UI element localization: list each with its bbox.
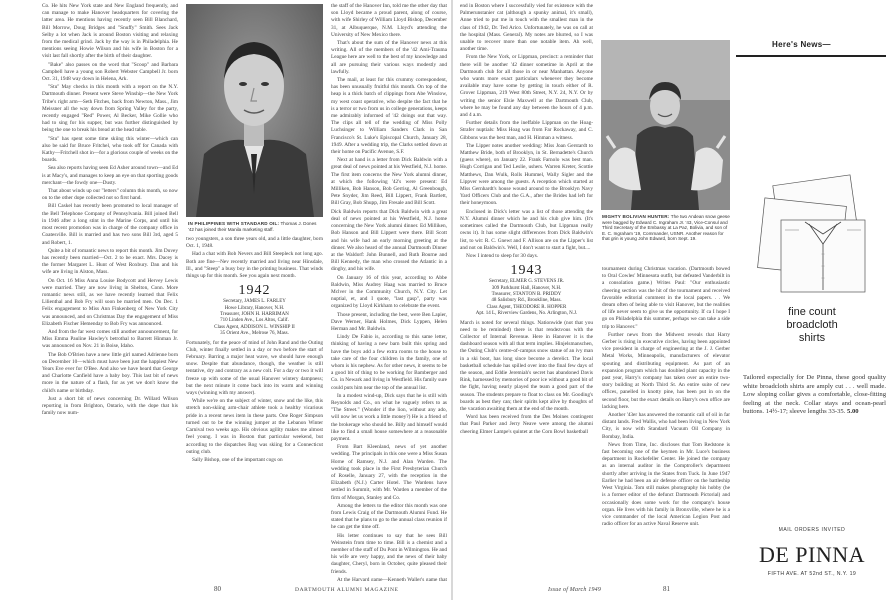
paragraph: The Lipper notes another wedding: Miss Joan Gerstardt to Matthew Bride, both of Brooklyn, in St. Bernadette's Church (guess where), on January 22. Frank Farnolo was best man. Hugh Corrigan and Ted Leslie, ushers. Warren Kreter, Scottie Matthews, Dan Wulk, Rolls Hummel, Wally Sigler and the Lippver were among the guests. A reception which started at Miss Gernhardt's house wound around to the Brooklyn Navy Yard Officers Club and the G.A., after the Brides had left for their honeymoon.: [460, 142, 593, 207]
paragraph: Further news from the Midwest reveals that Harry Gerber is rising in executive circles, having been appointed vice president in charge of engineering at the J. J. Gerber Metal Works, Minneapolis, manufacturers of elevator spouting and distributing equipment. As part of an expansion program which has doubled plant capacity in the past year, Harry's company has taken over an entire two-story building at North Third St. An entire suite of new offices, panelled in knotty pine, has been put in on the second floor, but the exact details on Harry's own office are lacking here.: [602, 331, 730, 410]
class-1942-agent-address: 35 Orient Ave., Melrose 76, Mass.: [220, 331, 289, 337]
issue-date: Issue of March 1949: [548, 587, 602, 593]
class-1942-header: [186, 283, 323, 337]
page-fold: [451, 0, 453, 600]
paragraph: Among the letters to the editor this month was one from Lewis Craig of the Dartmouth Alumni Fund. He stated that he plans to go to the annual class reunion if he can get the time off.: [331, 502, 447, 531]
class-1943-year: 1943: [510, 263, 543, 279]
class-1943-treasurer: Treasurer, STANTON B. PRIDDY: [491, 291, 562, 297]
left-page-column-1: [42, 3, 178, 585]
class-1942-agent: Class Agent, ADDISON L. WINSHIP II: [214, 324, 295, 330]
class-1943-header: [460, 263, 593, 317]
paragraph: March is noted for several things. Nationwide (not that you need to be reminded) there is that rendezvous with the Collector of Internal Revenue. Here in Hanover it is the dashboard season with all that term implies. Hinjelsmanschen, the Outing Club's centre-of-campus snow statue of an ivy man in a ski boot, has long since become a derelict. The local basketball schedule has spilled over into the final few days of the season, and Eddie Jeremiah's secret has abandoned Davis Rink, harnessed by memories of poor ice without a good bit of the fight, having nearly played the team a good part of the season. The students prepare to float to class on Mr. Gooding's boards as best they can; their spirits kept alive by thoughts of the vacation awaiting them at the end of the month.: [460, 319, 593, 412]
ad-title-line-2: broadcloth: [786, 319, 838, 331]
class-1942-secretary: Secretary, JAMES L. FARLEY: [223, 299, 286, 305]
paragraph: In a modest wind-up, Dick says that he is still with Reynolds and Co., on what he vaguely refers to as "The Street." (Wonder if the lion, without any ado, will now let us work a little money?) He is a friend of the brokerage who should be. Billy and himself would like to find a small house somewhere at a reasonable payment.: [331, 392, 447, 442]
right-photo-caption: [602, 214, 730, 242]
class-1942-officers: [186, 299, 323, 337]
paragraph: Fortunately, for the peace of mind of John Rand and the Outing Club, winter finally settled in a day or two before the start of February. Barring a major heat wave, we should have enough snow. Despite that abundance, though, the weather is still tentative, dry and contrary as a new colt. For a day or two it will freeze up with some of the usual Hanover wintery dampness; but the next minute it come back into its warm and winning ways (winning with my answer).: [186, 339, 323, 397]
class-1942-secretary-address: Howe Library, Hanover, N.H.: [224, 305, 285, 311]
ad-store-address: FIFTH AVE. AT 52nd ST., N.Y. 19: [767, 571, 857, 577]
paragraph: Those present, including the best, were Ben Lapier, Dave Werner, Hank Holmes, Dick Lyppen, Helen Herman and Mr. Baldwin.: [331, 311, 447, 332]
paragraph: "Bake" also passes on the word that "Scoop" and Barbara Campbell have a young son Robert Webster Campbell Jr. born Oct. 31, 1948 way down in Helena, Ark.: [42, 61, 178, 83]
class-1943-agent: Class Agent, THEODORE R. HOPPER: [486, 304, 567, 310]
paragraph: His letter continues to say that he sees Bill Weinstein from time to time. Bill is a chemist and a member of the staff of Du Pont in Wilmington. He and his wife are very happy, and the news of their baby daughter, Cheryl, born in October, quite pleased their friends.: [331, 532, 447, 575]
ad-header-rule: [736, 55, 886, 57]
paragraph: Further details from the ineffable Lippman on the Hoag-Strafer nuptials: Miss Hoag was from Far Rockaway, and C. Gibbons was the best man, and H. Hinman a witness.: [460, 120, 593, 141]
paragraph: That's about the sum of the Hanover news at this writing. All of the members of the '42 Ami-Trauma League here are well to the best of my knowledge and all are pursuing their various ways modestly and lawfully.: [331, 40, 447, 75]
left-page-footer: DARTMOUTH ALUMNI MAGAZINE: [295, 587, 399, 593]
ad-title-line-1: fine count: [788, 306, 836, 318]
paragraph: On Oct. 16 Miss Anna Louise Bodycott and Hervey Lewis were married. They are now living in Shelton, Conn. More romantic news still, as we have recently learned that Felix Lilienthal and Bob Fry will soon be married men. On Dec. 1 Felix engagement to Miss Ann Finkenberg of New York City was announced, and on Christmas Day the engagement of Miss Elizabeth Fischer Hemenday to Bob Fry was announced.: [42, 277, 178, 327]
paragraph: Enclosed in Dick's letter was a list of those attending the N.Y. Alumni dinner which he and his club give him. (It's sometimes called the Dartmouth Club, but Lippman really owns it). It has some slight differences from Dick Baldwin's list, to wit: R. C. Gnewt and F. Allison are on the Lipper's list and not on Baldwin's. Well, I don't want to start a fight, but....: [460, 208, 593, 251]
ad-body-text: Tailored especially for De Pinna, these good quality white broadcloth shirts are amply cut . . . well made. Low sloping collar gives a comfortable, close-fitting feeling at the neck. Collar stays and ocean-pearl buttons. 14½-17; sleeve lengths 33-35.: [743, 374, 886, 416]
bolivian-hunter-photo: [601, 40, 730, 210]
class-1943-secretary-address: 309 Parkhurst Hall, Hanover, N.H.: [491, 285, 562, 291]
paragraph: Next at hand is a letter from Dick Baldwin with a great deal of news pointed at his Westfield, N.J. home. The first item concerns the New York alumni dinner, at which the following '42's were present: Ed Milliken, Bob Hanson, Bob Gerrisg, Al Greenbough, Pete Snyder, Jim Reed, Bill Lippert, Frank Bartlett, Bill Gray, Bob Shupp, Jim Fresale and Bill Scott.: [331, 157, 447, 207]
paragraph: From the New York, or Lippman, precinct: a reminder that there will be another '42 dinner sometime in April at the Dartmouth club for all those in or near Manhattan. Anyone who wants more exact particulars whenever they become available may have some by getting in touch either of R. Grover Lippman, 219 West 80th Street, N.Y. 24, N.Y. Or by writing the senior Elsie Maxwell at the Dartmouth Club, where he may be found any day between the hours of 4 p.m. and 4 a.m.: [460, 54, 593, 119]
paragraph: Just a short bit of news concerning Dr. Willard Wilson reporting in from Brighton, Ontario, with the dope that his family now num-: [42, 395, 178, 417]
paragraph: end in Boston where I successfully vied for existence with the Palmerunstanier cat (although a spunky animal, it's small), Anne tried to put me in touch with the smallest man in the class of 1942, Dr. Ted Arico. Unfortunately, he was on call at the hospital (Mass. General). My notes are blurred, so I was unable to recover more than one notable item. Ah well, another time.: [460, 3, 593, 53]
left-photo-caption-text: Thomas J. Dones '42 has joined their Manila marketing staff.: [188, 221, 317, 232]
paragraph: Word has been received from the Des Moines contingent that Paul Parker and Jerry Neave were among the alumni cheering Elmer Lampe's quintet at the Corn Bowl basketball: [460, 414, 593, 435]
ad-brand-logo: DE PINNA: [758, 542, 866, 567]
class-1942-year: 1942: [238, 283, 271, 299]
right-page-number: 81: [663, 585, 670, 593]
ad-price: 5.00: [847, 408, 859, 416]
left-page-number: 80: [214, 585, 221, 593]
ad-header: Here's News—: [772, 40, 831, 49]
ad-mail-orders: MAIL ORDERS INVITED: [778, 527, 846, 533]
class-1943-treasurer-address: 48 Salisbury Rd., Brookline, Mass.: [491, 298, 562, 304]
right-page-column-1: [460, 3, 593, 581]
standard-oil-portrait-photo: [186, 4, 323, 217]
right-photo-caption-text: The two Andean snow geese were bagged by Edward C. Ingraham Jr. '43, Vice-Consul and Third Secretary of the Embassy at La Paz, Bolivia, and son of E. C. Ingraham '19, Commander, USNR. Another reason for that grin is young John Edward, born Sept. 19.: [602, 214, 730, 242]
class-1943-secretary: Secretary, ELMER G. STEVENS JR.: [488, 279, 565, 285]
paragraph: "Stu" May checks in this month with a report on the N.Y. Dartmouth dinner. Present were Steve Winship—the New York Tribe's right arm—Seth Fitches, back from Newton, Mass., Jim Meissner all the way down from Spring Valley for the party, recently engaged "Red" Power, Al Becker, Mike Gollie who had to sing for his supper, but was further distinguished by being the one to break his bread at the head table.: [42, 84, 178, 134]
paragraph: the staff of the Hanover Inn, told me the other day that son Lloyd became a proud parent, along of course, with wife Shirley of William Lloyd Bishop, December 31, at Albuquerque, N.M. Lloyd's attending the University of New Mexico there.: [331, 3, 447, 38]
paragraph: Sea also reports having seen Ed Asher around town—and Ed is at Macy's, and manages to keep an eye on that sporting goods merchant—the fowdy one—Dusty.: [42, 165, 178, 186]
left-photo-caption-title: IN PHILIPPINES WITH STANDARD OIL:: [188, 221, 280, 226]
class-1942-treasurer-address: 710 Linden Ave., Los Altos, Calif.: [220, 318, 289, 324]
paragraph: "Stu" has spent some time skiing this winter—which can also be said for Bruce Fritchel, who took off for Canada with Kathy—Fritchell shot in—for a glorious couple of weeks on the boards.: [42, 135, 178, 164]
paragraph: At the Harvard game—Kenneth Waller's game that: [337, 576, 447, 581]
paragraph: On January 16 of this year, according to Abbe Baldwin, Miss Audrey Haag was married to Bruce Mclver in the Community Church, N.Y. City. Let nuptial, et, and I quote, "last gasp", party was organized by Lloyd Kirkham to celebrate the event.: [331, 274, 447, 310]
paragraph: Co. He hits New York state and New England frequently, and can manage to make Hanover headquarters for covering the latter area. He mentions having recently seen Bill Blanchard, Bill Morrow, Doug Bridges and "Snuffy" Smith. Sees Jack Selby a lot when Jack is around Boston visiting and relaxing from the medical grind. Jack by the way is in Philadelphia. He mentions seeing Howie Wilson and his wife in Boston for a visit last fall shortly after the birth of their daughter.: [42, 3, 178, 60]
paragraph: The mail, at least for this crummy correspondent, has been unusually fruitful this month. On top of the heap is a thick batch of clippings from Abe Winslow, my west coast operative, who despite the fact that he is a terror or two from us in college generations, keeps me admirably informed of '42 doings out that way. The clips all tell of the wedding of Miss Polly Luchsinger to William Sanders Clark in San Francisco's St. Luke's Episcopal Church, January 28, 1949. After a wedding trip, the Clarks settled down at their home on Pacific Avenue, S.F.: [331, 77, 447, 156]
class-1943-agent-address: Apt. 14 L, Riverview Gardens, No. Arlington, N.J.: [475, 311, 578, 317]
paragraph: That about winds up our "letters" column this month, so now on to the other dope collected not so first hand.: [42, 188, 178, 202]
paragraph: tournament during Christmas vacation. (Dartmouth bowed to Oral Cowles' Minnesota outfit, but defeated Vanderbilt in a consolation game.) Writes Paul: "Our enthusiastic cheering section was the hit of the tournament and received favorable editorial comment in the local papers. . . We dream often of being able to visit Hanover, but the realities of life never seem to give us the opportunity. If ca I hope I go on Philadelphia this summer, perhaps we can take a side trip to Hanover.": [602, 266, 730, 330]
folded-shirts-illustration: [747, 172, 877, 302]
paragraph: Bill Caskel has recently been promoted to local manager of the Bell Telephone Company of Pennsylvania. Bill joined Bell in 1946 after a long stint in the Marine Corps, and until his most recent promotion was in charge of the company office in Coatesville. Bill is married and has two sons Bill 3rd, aged 5 and Robert, 1.: [42, 203, 178, 246]
paragraph: And from the far west comes still another announcement, for Miss Emma Pauline Hawley's betrothal to Barrett Hinman Jr. was announced on Nov. 21 in Boise, Idaho.: [42, 328, 178, 350]
paragraph: Lindy De Fabio is, according to this same letter, thinking of having a new barn built this spring and have the boys add a few extra rooms to the house to take care of the four children in the family, one of whom is his nephew. As for other news, it seems to be a good bit of thing to be working for Bamberger and Co. in Newark and living in Westfield. His family sure could puts him near the top of the annual list.: [331, 334, 447, 391]
left-page-column-2: [186, 236, 323, 585]
paragraph: Now I intend to sleep for 30 days.: [466, 252, 539, 259]
paragraph: Another '43er has answered the romantic call of oil in far distant lands. Fred Wallis, who had been living in New York City, is now with Standard Vacuum Oil Company in Bombay, India.: [602, 412, 730, 440]
paragraph: From Bart Kleenland, news of yet another wedding. The principals in this one were a Miss Susan Horne of Ramsey, N.J. and Alan Warden. The wedding took place in the First Presbyterian Church of Roselle, January 27, with the reception in the Elizabeth (N.J.) Carter Hotel. The Wardens have settled in Summit, with Mr. Warden a member of the firm of Morgan, Stanley and Co.: [331, 444, 447, 501]
paragraph: two youngsters, a son three years old, and a little daughter, born Oct. 1, 1948.: [186, 236, 323, 250]
paragraph: Quite a bit of romantic news to report this month. Jim Duvey has recently been married—Oct. 2 to be exact. Mrs. Dacey is the former Margaret L. Hunt of West Roxbury. Dan and his wife are living in Alston, Mass.: [42, 247, 178, 276]
class-1943-officers: [460, 279, 593, 317]
ad-body-copy: [743, 374, 886, 417]
right-page-column-2: [602, 266, 730, 581]
right-photo-caption-title: MIGHTY BOLIVIAN HUNTER:: [602, 214, 670, 219]
paragraph: Dick Baldwin reports that Dick Baldwin with a great deal of news pointed at his Westfield, N.J. home concerning the New York alumni dinner. Ed Milliken, Bob Hanson and Bill Lippert were there. Bill Scott and his wife had an early morning greeting at the dinner. We also heard of the annual Dartmouth Dinner at the Waldorf: John Bunnell, and Ruth Bourne and Bill Kennedy, the man who crossed the Atlantic in a dinghy, and his wife.: [331, 208, 447, 273]
ad-title: [737, 306, 887, 345]
paragraph: News from Time, Inc. discloses that Tom Redstone is fast becoming one of the keymen in Mr. Luce's business department in Rockefeller Center. He joined the company as an internal auditor in the Comptroller's department shortly after arriving in the States from Tuck. In June 1947 Earlier he had been an air defense officer on the battleship West Virginia. Tom still makes photography his hobby (he is a former editor of the defunct Dartmouth Pictorial) and occasionally does some work for the company's house organ. He lives with his family in Bronxville, where he is a vice commander of the local American Legion Post and radio officer for an active Naval Reserve unit.: [602, 441, 730, 528]
ad-title-line-3: shirts: [798, 332, 826, 344]
left-page-column-3: [331, 3, 447, 581]
paragraph: While we're on the subject of winter, snow and the like, this stretch non-skiing arm-chair athlete took a healthy vicarious pride in a recent news item in these parts. One Roger Simpson turned out to be the winning jumper at the Lebanon Winter Carnival two weeks ago. His obvious agility makes me almost feel young. I was in Boston that particular weekend, but according to the dispatches Rog was skiing for a Connecticut outing club.: [186, 398, 323, 455]
left-photo-caption: [188, 221, 321, 232]
paragraph: The Bob O'Brien have a new little girl named Adrienne born on December 10—which must have been just the happiest New Years Eve ever for O'Bee. And also we have heard that George and Charlotte Canfield have a baby boy. This last bit of news more in the nature of a flash, for as yet we don't know the child's name or birthday.: [42, 351, 178, 394]
class-1942-treasurer: Treasurer, JOHN H. HARRIMAN: [220, 312, 289, 318]
paragraph: Sally Bishop, one of the important cogs on: [192, 456, 283, 463]
paragraph: Had a chat with Bob Nevers and Bill Steepleck not long ago. Both are fine—Nev recently married and living near Hinsdale, Ill., and "Steep" a busy boy in the printing business. That winds things up for this month. See you again next month.: [186, 251, 323, 280]
